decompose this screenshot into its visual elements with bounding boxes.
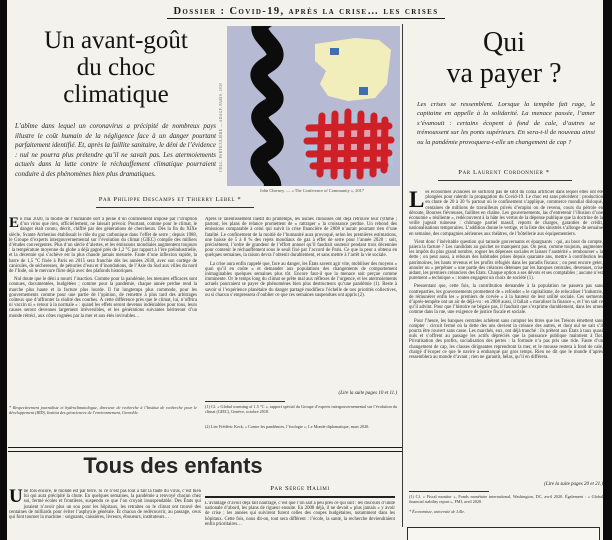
- left-footnote-rule: [205, 401, 285, 402]
- left-author-footnote: * Respectivement journaliste et hydroclimatologue, directeur de recherche à l’Institut de recherche pour le développement (IRD), Institut des géosciences de l’environnement, Grenoble.: [9, 406, 197, 415]
- body-paragraph: Après le ralentissement inédit du printemps, les usines chinoises ont déjà retrouvé leur rythme ; partout, les plans de relance promettent de « rattraper » la croissance perdue. Un rebond des émissions comparable à celui qui suivit la crise financière de 2008 n’aurait pourtant rien d’une fatalité. Le confinement de la moitié de l’humanité aura provoqué, selon les premières estimations, une baisse de 5 à 8 % des rejets mondiaux de gaz à effet de serre pour l’année 2020 : soit, précisément, l’ordre de grandeur de l’effort annuel qu’il faudrait soutenir pendant trois décennies pour contenir le réchauffement sous le seuil fixé par l’accord de Paris. Ce que la peur a obtenu en quelques semaines, la raison devra l’obtenir durablement, et sans mettre à l’arrêt la vie sociale.: [205, 217, 397, 259]
- left-black-margin: [0, 0, 7, 540]
- artwork: [227, 26, 400, 186]
- body-paragraph: ne fois encore, le monde est par terre. Si ce n’est pas tout à fait la faute du virus, c’est bien lui qui aura précipité la chute. En quelques semaines, la pandémie a renvoyé chacun chez soi, fermé écoles et frontières, suspendu ce que l’on croyait insuspendable. Des États qui juraient n’avoir plus un sou pour les hôpitaux, les retraites ou le climat ont trouvé des centaines de milliards pour éviter l’asphyxie générale. Et chacun de redécouvrir, au passage, ceux qui font tourner la machine : soignants, caissières, livreurs, éboueurs, instituteurs…: [9, 489, 201, 521]
- bottom-article-byline: Par Serge Halimi: [270, 485, 330, 492]
- body-paragraph: Pour l’heure, les banques centrales achètent sans compter les titres que les Trésors émettent sans compter : circuit fermé où la dette des uns devient la créance des autres, et dont nul ne sait s’il pourra être rouvert sans casse. Les marchés, eux, ont déjà tranché : ils prêtent aux États à taux quasi nuls et s’offrent au passage les actifs dépréciés que la puissance publique maintient à flot. Privatisation des profits, socialisation des pertes : la formule n’a pas pris une ride. Faute d’un changement de cap, les classes dirigeantes reprendront la mer, et le mousse restera à fond de cale, chargé d’écoper ce que le navire a embarqué par gros temps. Rien ne dit que le monde d’après ressemblera au monde d’avant ; rien ne garantit, hélas, qu’il en différera.: [409, 318, 603, 361]
- right-footnote-1: (1) Cf. « Fiscal monitor », Fonds monétaire international, Washington, DC, avril 2020. Également : « Global financial stability report », FMI, avril 2020.: [409, 494, 603, 504]
- right-article-title: [406, 27, 602, 89]
- body-paragraph: Vient donc l’inévitable question qui taraude gouvernants et épargnants : qui, au bout du compte, paiera la facture ? Les candidats au guichet ne manquent pas. On peut, comme toujours, augmenter les impôts du plus grand nombre, rogner les dépenses sociales et laisser l’austérité « rembourser » la dette ; on peut aussi, à rebours des habitudes prises depuis quarante ans, mettre à contribution les patrimoines, les hauts revenus et les profits réfugiés dans les paradis fiscaux ; on peut encore geler, annuler ou « perpétuer » une partie des créances détenues par les banques centrales, devenues, crise aidant, les premiers créanciers des États. Chaque option a ses dévots et ses comptables ; aucune n’est purement « technique » : toutes engagent un choix de société (1).: [409, 239, 603, 282]
- left-title-line: du choc: [76, 54, 156, 81]
- right-title-line: va payer ?: [446, 58, 562, 89]
- left-footnote-1: (1) Cf. « Global warming of 1.5 °C », rapport spécial du Groupe d’experts intergouvernemental sur l’évolution du climat (GIEC), Genève, octobre 2018.: [205, 404, 397, 414]
- bottom-dropcap: U: [9, 489, 23, 507]
- right-author-footnote: * Économiste, université de Lille.: [409, 509, 466, 514]
- right-article-byline: Par Laurent Cordonnier *: [458, 169, 550, 176]
- dossier-header: [0, 1, 612, 19]
- body-paragraph: Nul doute que le déni a nourri l’inaction. Comme pour la pandémie, les mesures efficaces sont connues, documentées, budgétées ; comme pour la pandémie, chaque année perdue rend la marche plus haute et la facture plus lourde. Il fut longtemps plus commode, pour les gouvernements comme pour une partie de l’opinion, de remettre à plus tard des arbitrages coûteux que d’affronter la réalité des courbes. À cette différence près que le climat, lui, n’offrira ni vaccin ni « retour à la normale » : quand les effets seront devenus indéniables pour tous, leurs causes seront devenues largement irréversibles, et les générations suivantes hériteront d’un monde rétréci, aux côtes rognées par la mer et aux étés invivables…: [9, 277, 197, 319]
- right-body-column: [409, 190, 603, 480]
- artwork-credit: COLL. PARTICULIÈRE — ADAGP, PARIS, 2020: [219, 82, 223, 172]
- left-article-chapo: L’abîme dans lequel un coronavirus a précipité de nombreux pays illustre le coût humain de la négligence face à un danger pourtant parfaitement identifié. Et, après la faillite sanitaire, le déni de l’évidence : nul ne pourra plus prétendre qu’il ne savait pas. Les atermoiements actuels dans la lutte contre le réchauffement climatique pourraient conduire à des phénomènes bien plus dramatiques.: [15, 123, 216, 178]
- left-body-column-1: [9, 217, 197, 403]
- bottom-body-column-2: [205, 501, 395, 540]
- left-byline-rule: [96, 207, 254, 208]
- left-title-line: Un avant-goût: [44, 27, 188, 54]
- right-title-line: Qui: [483, 27, 525, 58]
- right-article-chapo: Les crises se ressemblent. Lorsque la tempête fait rage, le capitaine en appelle à la solidarité. La menace passée, l’amer s’évanouit : certains écopent à fond de cale, d’autres se trémoussent sur les ponts supérieurs. En sera-t-il de nouveau ainsi ou la pandémie provoquera-t-elle un changement de cap ?: [417, 101, 595, 146]
- bottom-byline-rule: [205, 496, 395, 498]
- left-article-byline: Par Philippe Descamps et Thierry Lebel *: [98, 196, 242, 203]
- right-footnote-rule: [409, 491, 489, 492]
- left-body-column-2: [205, 217, 397, 389]
- artwork-painting: [227, 26, 400, 186]
- column-divider: [402, 24, 403, 527]
- left-dropcap: E: [9, 217, 20, 231]
- right-byline-rule: [438, 180, 572, 181]
- yellow-blob-shape: [315, 38, 391, 101]
- left-article-title: [8, 27, 224, 108]
- right-black-margin: [603, 0, 612, 540]
- body-paragraph: n mai 2020, la moitié de l’humanité sort à peine d’un confinement imposé par l’irruption d’un virus que rien, officiellement, ne laissait prévoir. Pourtant, comme pour le climat, le danger était connu, décrit, chiffré par des générations de chercheurs. Dès la fin du XIXe siècle, Svante Arrhenius établissait le rôle du gaz carbonique dans l’effet de serre ; depuis 1988, le Groupe d’experts intergouvernemental sur l’évolution du climat (GIEC) compile des milliers d’études convergentes. Plus d’un siècle d’alertes, et les émissions mondiales augmentent toujours : la température moyenne du globe a déjà gagné près de 1,2 °C par rapport à l’ère préindustrielle, et la décennie qui s’achève est la plus chaude jamais mesurée. Faute d’une inflexion rapide, la barre de 1,5 °C fixée à Paris en 2015 sera franchie dès les années 2030, avec son cortège de canicules, de sécheresses, de pénuries d’eau et d’inondations, de l’Asie du Sud aux villes du nord de l’Inde, où le mercure flirte déjà avec des plafonds historiques.: [9, 217, 197, 275]
- left-footnote-2: (2) Lire Frédéric Keck, « Contre les pandémies, l’écologie », Le Monde diplomatique, mars 2020.: [205, 424, 370, 429]
- left-continuation-note: (Lire la suite pages 10 et 11.): [338, 391, 397, 396]
- section-double-rule: [8, 447, 402, 452]
- right-dropcap: L: [409, 190, 425, 212]
- body-paragraph: es économies avancées ne sortiront pas de sitôt du coma artificiel dans lequel elles ont été plongées pour ralentir la propagation du Covid-19. Le choc est sans précédent : production en chute de 20 à 30 % partout où le confinement s’applique, commerce mondial disloqué, centaines de millions de travailleurs privés d’emploi ou de revenu, cours du pétrole en déroute, Bourses fiévreuses, faillites en chaîne. Les gouvernements, las d’entretenir l’illusion d’une économie « résiliente », redécouvrent à la hâte les vertus de la dépense publique que la doctrine de la veille jugeait ruineuse : chômage partiel massif, reports de charges, garanties de crédit, nationalisations temporaires. L’addition donne le vertige, et la liste des sinistrés s’allonge de semaine en semaine, des compagnies aériennes aux théâtres, de l’hôtellerie aux équipementiers.: [409, 190, 603, 237]
- artwork-caption: John Cherney. — « The Conference of Community », 2017: [259, 188, 365, 193]
- bottom-article-title: Tous des enfants: [83, 453, 263, 478]
- body-paragraph: Pressentant que, cette fois, la contribution demandée à la population ne passera pas sans contreparties, les gouvernements promettent de « refonder » le capitalisme, de relocaliser l’industrie, de rémunérer enfin les « premiers de corvée » à la hauteur de leur utilité sociale. Ces serments d’après-tempête ont un air de déjà-vu : en 2008 aussi, il fallait « moraliser la finance », et l’on sait ce qu’il advint. Pour que l’histoire ne bégaie pas, il faudrait que s’exprime durablement, dans les urnes comme dans la rue, une exigence de justice fiscale et sociale.: [409, 284, 603, 316]
- bottom-body-column-1: [9, 489, 201, 540]
- body-paragraph: La crise aura enfin rappelé que, face au danger, les États savent agir vite, mobiliser des moyens « quoi qu’il en coûte » et demander aux populations des changements de comportement inimaginables quelques semaines plus tôt. Encore faut-il que la menace soit perçue comme imminente. Or le temps long du climat se prête mal aux réflexes de l’urgence, et les atermoiements actuels pourraient se payer de phénomènes bien plus destructeurs qu’une pandémie (1). Reste à savoir si l’expérience planétaire du danger partagé modifiera l’échelle de nos priorités collectives, ou si chacun s’empressera d’oublier ce que ces semaines suspendues ont appris (2).: [205, 261, 397, 298]
- dossier-header-text: Dossier : Covid-19, après la crise… les crises: [167, 6, 444, 19]
- right-continuation-note: (Lire la suite pages 20 et 21.): [544, 482, 603, 487]
- bottom-right-box: [407, 527, 600, 540]
- left-title-line: climatique: [63, 81, 169, 108]
- body-paragraph: L’avantage d’avoir déjà fait naufrage, c’est que l’on sait à peu près ce qui suit : les discours d’unité nationale d’abord, les plans de rigueur ensuite. En 2008 déjà, il ne devait « plus jamais » y avoir de crise ; les années qui suivirent furent celles des coupes budgétaires, notamment dans les hôpitaux. Cette fois, nous dit-on, tout sera différent : l’école, la santé, la recherche deviendraient enfin prioritaires…: [205, 501, 395, 527]
